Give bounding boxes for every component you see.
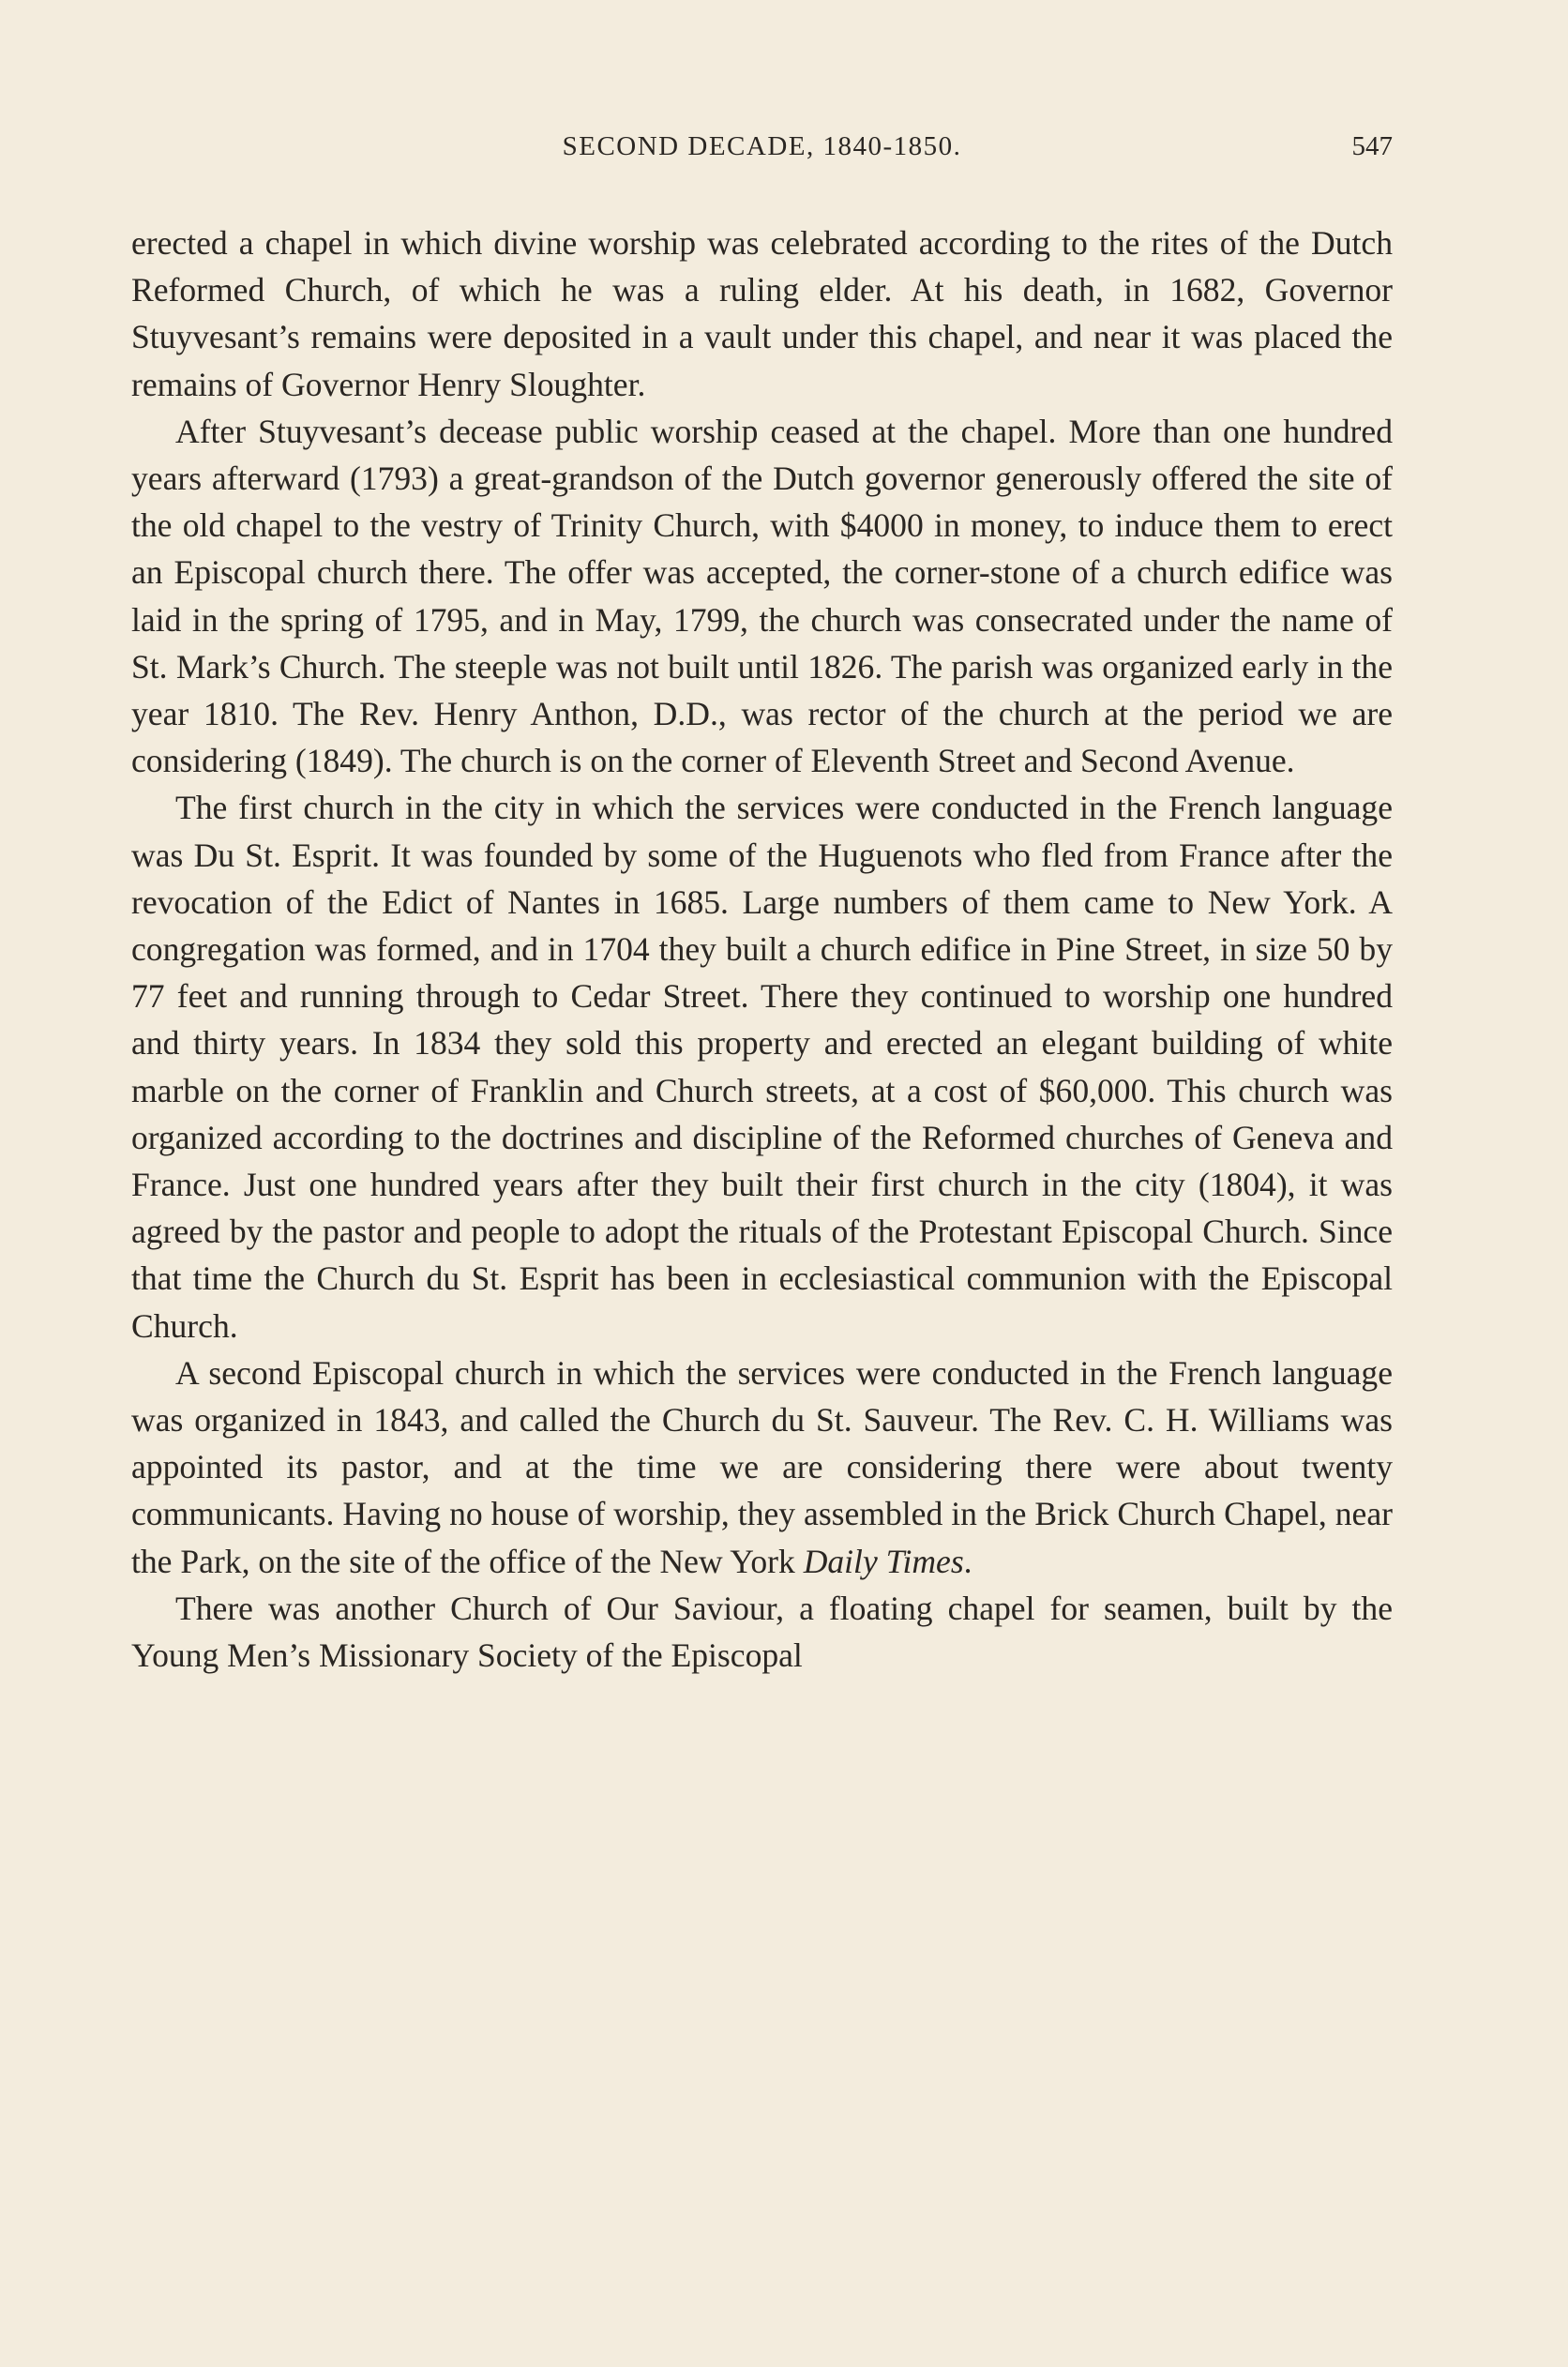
paragraph-st-sauveur bbox=[131, 1349, 1393, 1585]
paragraph-stuyvesant-chapel bbox=[131, 219, 1393, 408]
page-number: 547 bbox=[1351, 131, 1393, 161]
body-text bbox=[131, 219, 1393, 1679]
paragraph-text: There was another Church of Our Saviour, a floating chapel for seamen, built by the Young Men’s Missionary Society of the Episcopal bbox=[131, 1589, 1393, 1675]
paragraph-text: erected a chapel in which divine worship was celebrated according to the rites of the Dutch Reformed Church, of which he was a ruling elder. At his death, in 1682, Governor Stuyvesant’s remains were deposited in a vault under this chapel, and near it was placed the remains of Governor Henry Sloughter. bbox=[131, 224, 1393, 403]
paragraph-du-st-esprit bbox=[131, 784, 1393, 1349]
paragraph-text: The first church in the city in which the services were conducted in the French language was Du St. Esprit. It was founded by some of the Huguenots who fled from France after the revocation of the Edict of Nantes in 1685. Large numbers of them came to New York. A congregation was formed, and in 1704 they built a church edifice in Pine Street, in size 50 by 77 feet and running through to Cedar Street. There they continued to worship one hundred and thirty years. In 1834 they sold this property and erected an elegant building of white marble on the corner of Franklin and Church streets, at a cost of $60,000. This church was organized according to the doctrines and discipline of the Reformed churches of Geneva and France. Just one hundred years after they built their first church in the city (1804), it was agreed by the pastor and people to adopt the rituals of the Protestant Episcopal Church. Since that time the Church du St. Esprit has been in ecclesiastical communion with the Episcopal Church. bbox=[131, 789, 1393, 1345]
paragraph-floating-chapel bbox=[131, 1585, 1393, 1679]
paragraph-text-end: . bbox=[963, 1542, 972, 1580]
running-head bbox=[131, 131, 1393, 173]
running-title: SECOND DECADE, 1840-1850. bbox=[562, 131, 962, 161]
paragraph-text: A second Episcopal church in which the services were conducted in the French language was organized in 1843, and called the Church du St. Sauveur. The Rev. C. H. Williams was appointed its pastor, and at the time we are considering there were about twenty communicants. Having no house of worship, they assembled in the Brick Church Chapel, near the Park, on the site of the office of the New York bbox=[131, 1353, 1393, 1580]
paragraph-st-marks-church bbox=[131, 408, 1393, 785]
paragraph-text: After Stuyvesant’s decease public worship ceased at the chapel. More than one hundred years afterward (1793) a great-grandson of the Dutch governor generously offered the site of the old chapel to the vestry of Trinity Church, with $4000 in money, to induce them to erect an Episcopal church there. The offer was accepted, the corner-stone of a church edifice was laid in the spring of 1795, and in May, 1799, the church was consecrated under the name of St. Mark’s Church. The steeple was not built until 1826. The parish was organized early in the year 1810. The Rev. Henry Anthon, D.D., was rector of the church at the period we are considering (1849). The church is on the corner of Eleventh Street and Second Avenue. bbox=[131, 412, 1393, 780]
newspaper-title: Daily Times bbox=[803, 1542, 964, 1580]
